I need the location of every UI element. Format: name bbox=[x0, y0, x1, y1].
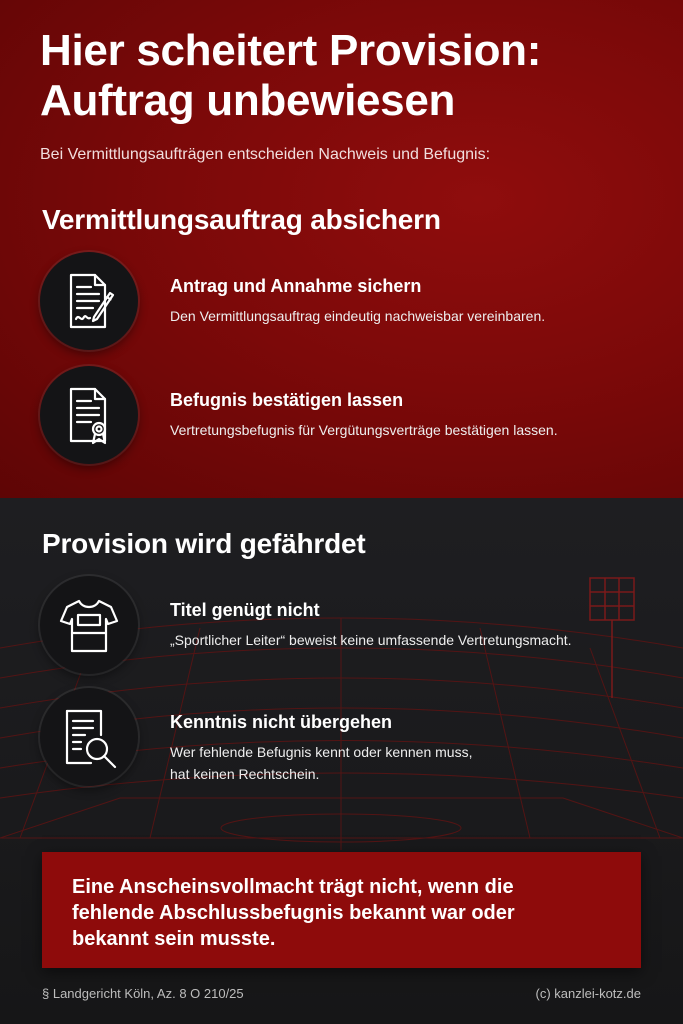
item-title: Befugnis bestätigen lassen bbox=[170, 390, 404, 410]
item-title: Antrag und Annahme sichern bbox=[170, 276, 422, 296]
callout-line-3: bekannt sein musste. bbox=[72, 928, 276, 950]
title-line-1: Hier scheitert Provision: bbox=[40, 26, 542, 75]
section-title-risk: Provision wird gefährdet bbox=[42, 528, 366, 559]
certificate-document-icon bbox=[40, 366, 138, 464]
item-text-line-1: Wer fehlende Befugnis kennt oder kennen muss, bbox=[170, 744, 473, 760]
page-subtitle: Bei Vermittlungsaufträgen entscheiden Nachweis und Befugnis: bbox=[40, 146, 491, 163]
section-title-secure: Vermittlungsauftrag absichern bbox=[42, 204, 441, 235]
item-title: Kenntnis nicht übergehen bbox=[170, 712, 393, 732]
page-title bbox=[40, 26, 650, 126]
callout-line-1: Eine Anscheinsvollmacht trägt nicht, wenn die bbox=[72, 876, 514, 898]
item-text: Vertretungsbefugnis für Vergütungsverträge bestätigen lassen. bbox=[170, 422, 558, 438]
document-search-icon bbox=[40, 688, 138, 786]
signed-document-icon bbox=[40, 252, 138, 350]
list-item-risk-2 bbox=[40, 688, 660, 788]
item-text bbox=[170, 741, 650, 785]
callout-text bbox=[72, 874, 612, 952]
list-item-secure-1 bbox=[40, 252, 660, 352]
callout-line-2: fehlende Abschlussbefugnis bekannt war oder bbox=[72, 902, 515, 924]
jersey-icon bbox=[40, 576, 138, 674]
title-line-2: Auftrag unbewiesen bbox=[40, 76, 456, 125]
item-text: „Sportlicher Leiter“ beweist keine umfassende Vertretungsmacht. bbox=[170, 632, 572, 648]
list-item-risk-1 bbox=[40, 576, 660, 676]
footer-copyright: (c) kanzlei-kotz.de bbox=[535, 986, 641, 1001]
footer-source: § Landgericht Köln, Az. 8 O 210/25 bbox=[42, 986, 244, 1001]
callout-box bbox=[42, 852, 641, 968]
list-item-secure-2 bbox=[40, 366, 660, 466]
item-title: Titel genügt nicht bbox=[170, 600, 320, 620]
item-text-line-2: hat keinen Rechtschein. bbox=[170, 766, 320, 782]
item-text: Den Vermittlungsauftrag eindeutig nachweisbar vereinbaren. bbox=[170, 308, 546, 324]
top-section bbox=[0, 0, 683, 498]
